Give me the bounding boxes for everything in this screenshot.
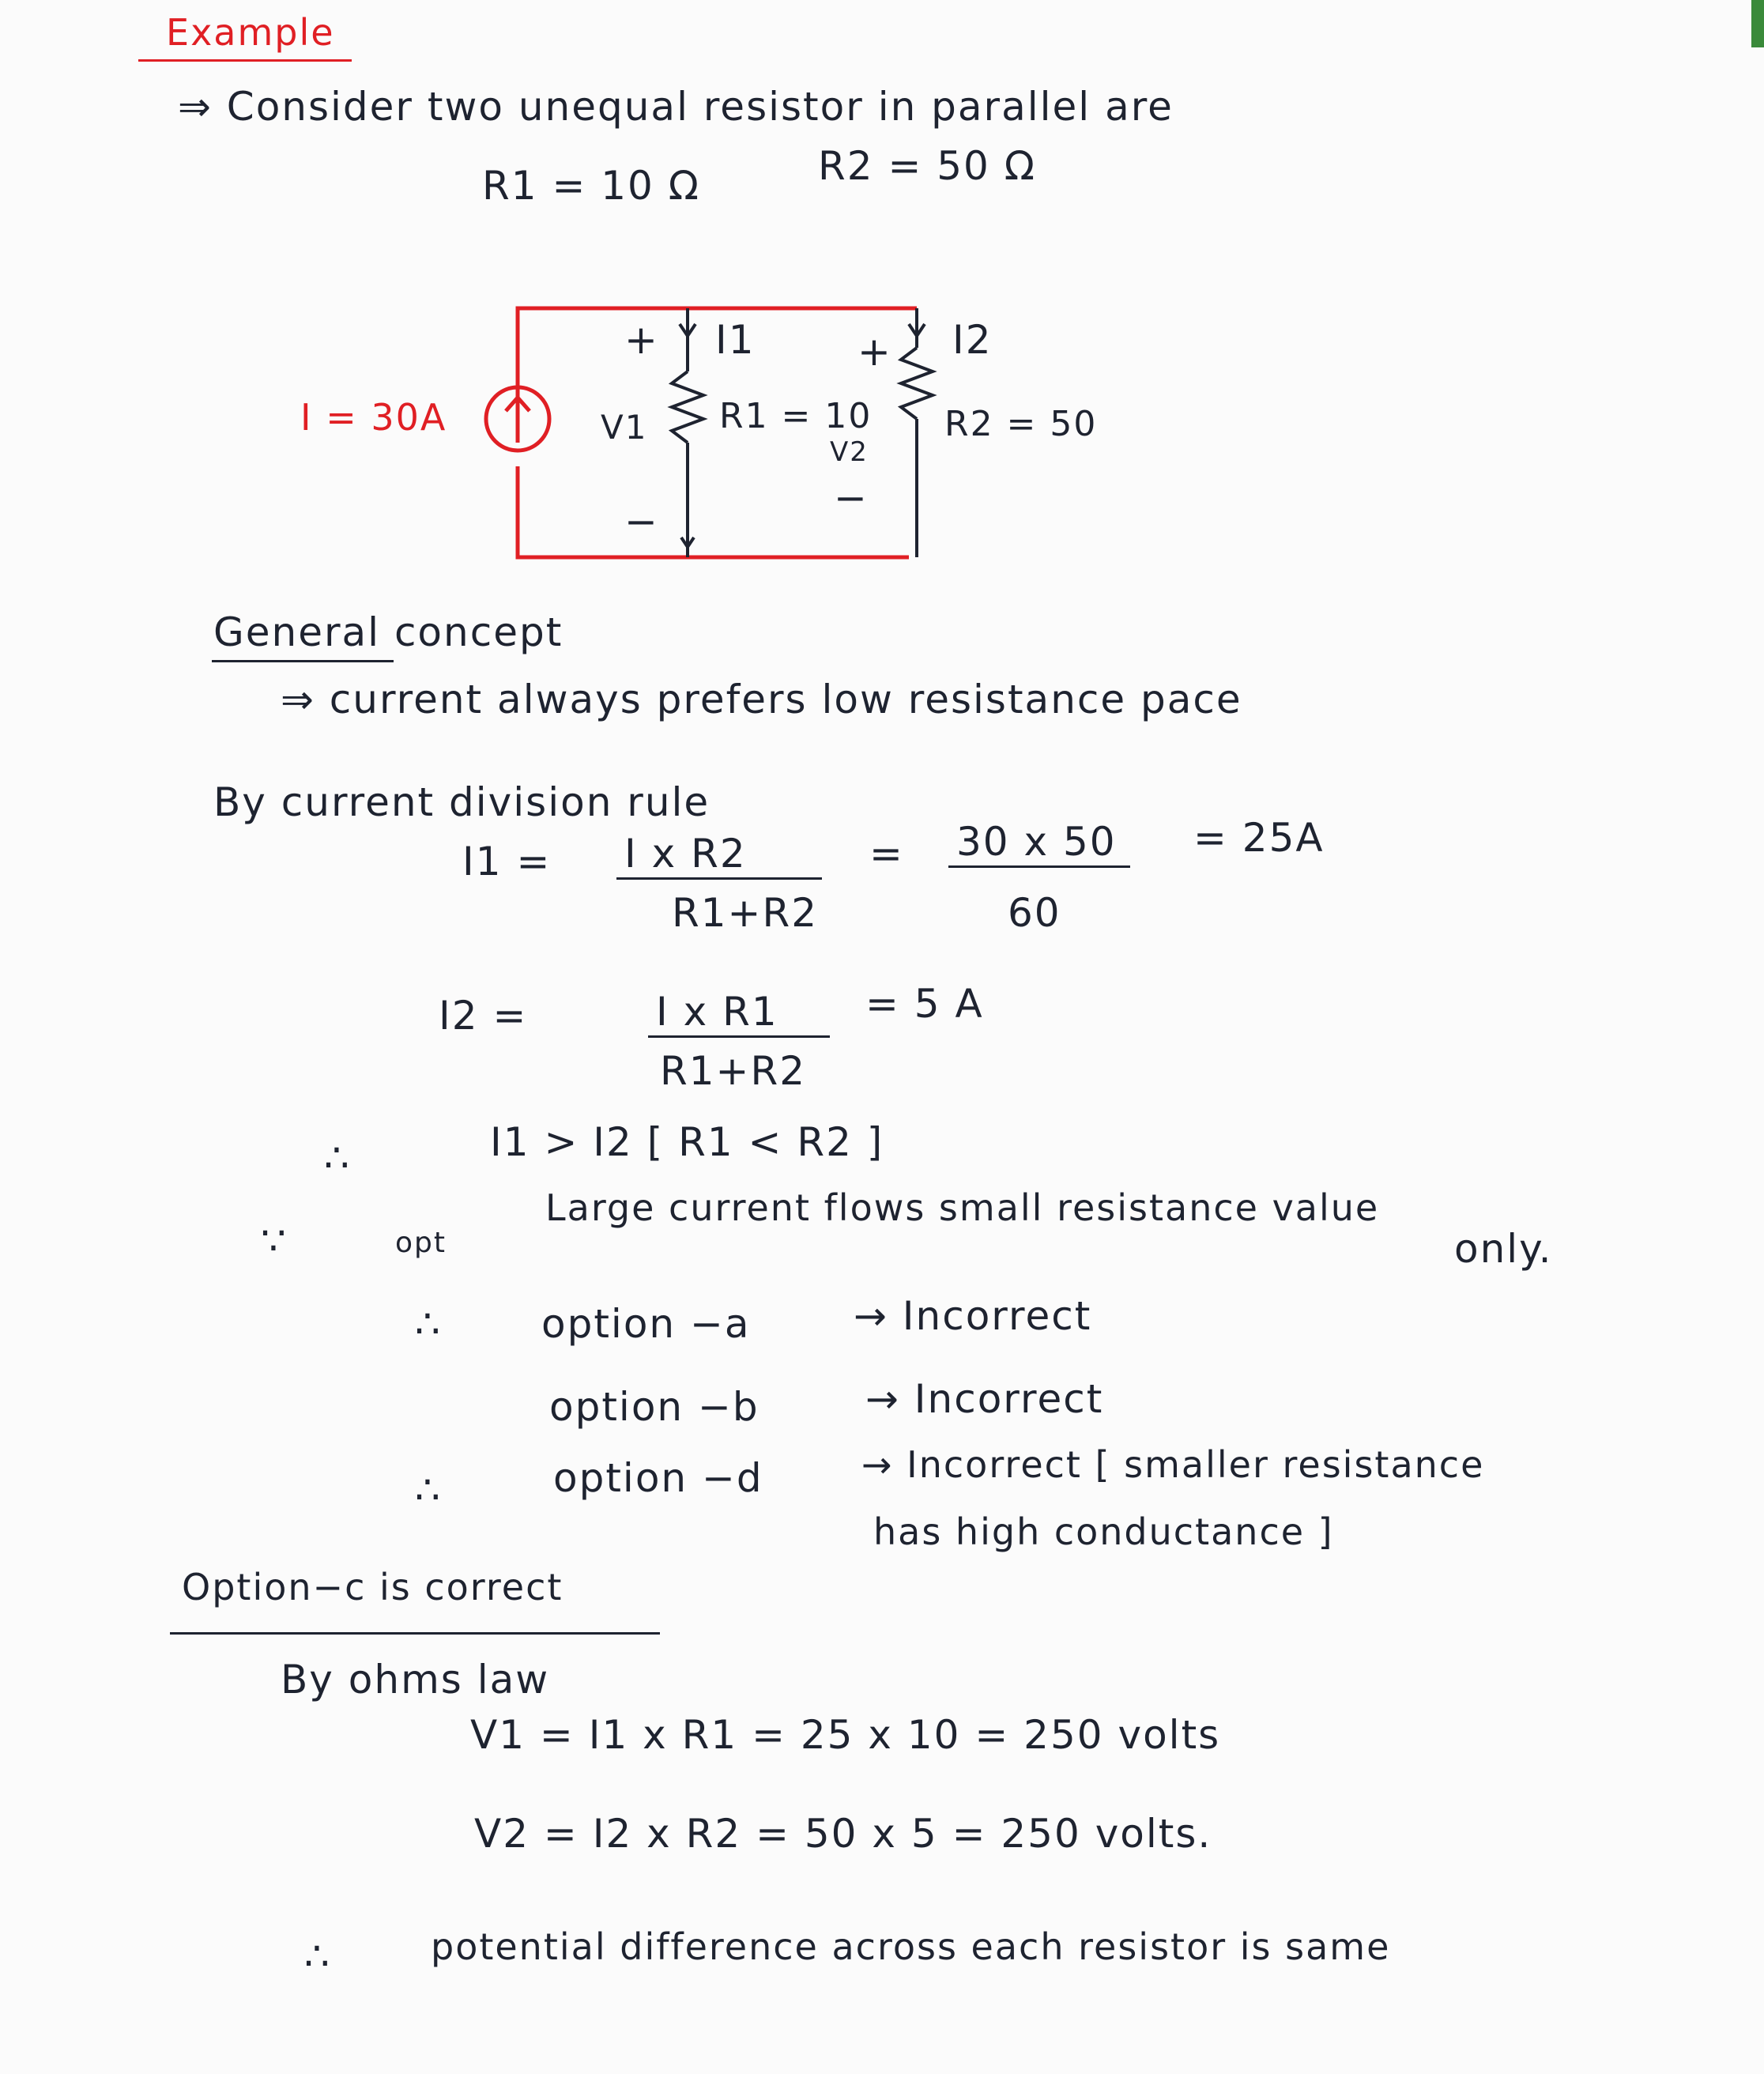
i2-numerator: I x R1 [656, 989, 778, 1035]
v2-calculation: V2 = I2 x R2 = 50 x 5 = 250 volts. [474, 1811, 1212, 1857]
i2-fraction-line [648, 1035, 830, 1038]
option-a: option −a [541, 1301, 751, 1347]
concept-line: ⇒ current always prefers low resistance pace [281, 677, 1242, 722]
therefore-1: ∴ [324, 1135, 351, 1181]
i1-lhs: I1 = [462, 839, 552, 884]
option-d-result: → Incorrect [ smaller resistance [861, 1443, 1485, 1486]
i1-calc-denominator: 60 [1008, 890, 1061, 936]
resistor-r1 [672, 371, 703, 443]
r2-value: R2 = 50 Ω [818, 143, 1036, 189]
i1-numerator: I x R2 [624, 831, 747, 877]
i1-denominator: R1+R2 [672, 890, 818, 936]
division-title: By current division rule [213, 779, 710, 825]
option-b: option −b [549, 1384, 760, 1430]
i1-result: = 25A [1193, 815, 1325, 861]
final-therefore: ∴ [304, 1933, 331, 1979]
correct-underline [170, 1632, 660, 1635]
correct-option: Option−c is correct [182, 1566, 564, 1608]
r1-value: R1 = 10 Ω [482, 163, 700, 209]
option-d-therefore: ∴ [415, 1467, 442, 1513]
i2-result: = 5 A [865, 981, 984, 1027]
minus-r1: − [624, 499, 659, 545]
i1-fraction-line [616, 877, 822, 880]
r2-label: R2 = 50 [944, 404, 1098, 444]
final-statement: potential difference across each resistor is same [431, 1925, 1391, 1968]
r1-label: R1 = 10 [719, 396, 873, 436]
intro-line: ⇒ Consider two unequal resistor in parallel are [178, 84, 1174, 130]
i2-denominator: R1+R2 [660, 1048, 806, 1094]
plus-r2: + [858, 329, 892, 375]
heading: Example [166, 11, 335, 54]
only-text: only. [1454, 1226, 1553, 1272]
i1-calc-line [948, 865, 1130, 868]
concept-title: General concept [213, 609, 564, 655]
option-d-continuation: has high conductance ] [873, 1510, 1334, 1553]
current-comparison: I1 > I2 [ R1 < R2 ] [490, 1119, 884, 1165]
i2-label: I2 [952, 317, 993, 363]
option-a-result: → Incorrect [854, 1293, 1092, 1339]
v1-label: V1 [601, 408, 648, 447]
i1-label: I1 [715, 317, 756, 363]
ohms-title: By ohms law [281, 1657, 550, 1703]
i1-calc-numerator: 30 x 50 [956, 819, 1117, 865]
opt-tag: opt [395, 1227, 447, 1259]
source-label: I = 30A [300, 396, 447, 439]
options-therefore: ∴ [415, 1301, 442, 1347]
concept-underline [212, 660, 394, 662]
because-symbol: ∵ [261, 1218, 288, 1264]
i1-equals: = [869, 831, 904, 877]
circuit-diagram [0, 0, 1764, 617]
v2-label: V2 [830, 436, 869, 468]
i2-lhs: I2 = [439, 993, 528, 1039]
option-b-result: → Incorrect [865, 1376, 1104, 1422]
option-d: option −d [553, 1455, 763, 1501]
plus-r1: + [624, 317, 659, 363]
v1-calculation: V1 = I1 x R1 = 25 x 10 = 250 volts [470, 1712, 1221, 1758]
large-current-line: Large current flows small resistance value [545, 1186, 1380, 1229]
resistor-r2 [901, 348, 933, 419]
minus-r2: − [834, 475, 869, 521]
